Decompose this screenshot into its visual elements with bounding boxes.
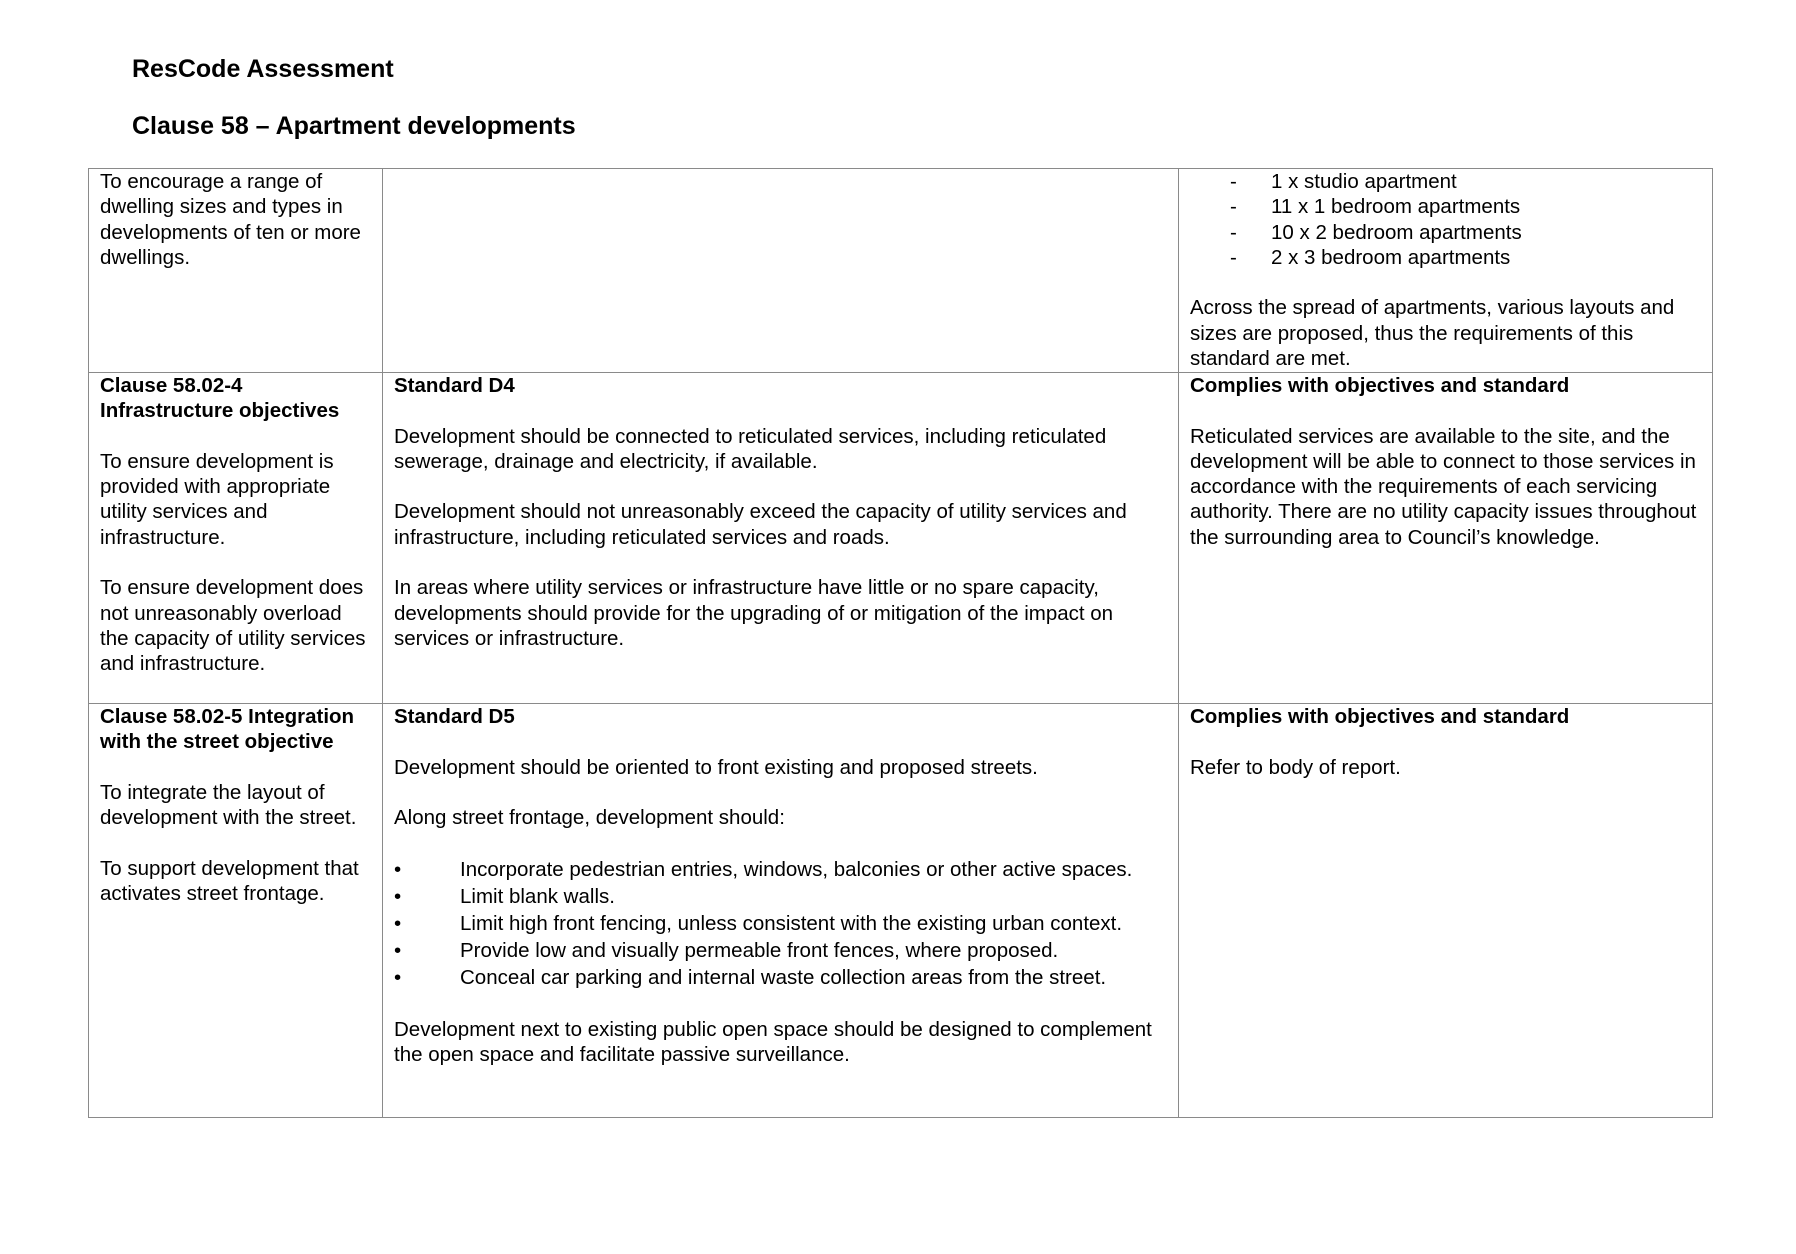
apartment-mix-list: [1190, 169, 1702, 270]
clause-title: Clause 58.02-4 Infrastructure objectives: [100, 374, 340, 423]
standard-text: Along street frontage, development should:: [394, 806, 785, 830]
document-subtitle: Clause 58 – Apartment developments: [132, 112, 576, 140]
assessment-text: Across the spread of apartments, various layouts and sizes are proposed, thus the requirements of this standard are met.: [1190, 296, 1675, 371]
clause-title: Clause 58.02-5 Integration with the street objective: [100, 705, 355, 754]
assessment-cell: [1179, 373, 1713, 704]
standard-text: Development next to existing public open space should be designed to complement the open space and facilitate passive surveillance.: [394, 1017, 1152, 1067]
objective-cell: [89, 704, 383, 1118]
list-item: • Limit blank walls.: [394, 884, 1168, 909]
standard-text: Development should be connected to reticulated services, including reticulated sewerage, drainage and electricity, if available.: [394, 424, 1107, 473]
standard-cell: [383, 373, 1179, 704]
assessment-cell: [1179, 704, 1713, 1118]
list-item: • Limit high front fencing, unless consistent with the existing urban context.: [394, 911, 1168, 936]
assessment-text: Refer to body of report.: [1190, 755, 1401, 779]
objective-cell: [89, 169, 383, 373]
objective-text: To ensure development does not unreasonably overload the capacity of utility services and infrastructure.: [100, 576, 366, 676]
standard-text: Development should be oriented to front existing and proposed streets.: [394, 755, 1038, 779]
objective-text: To ensure development is provided with appropriate utility services and infrastructure.: [100, 449, 334, 549]
list-item: - 1 x studio apartment: [1230, 169, 1702, 194]
standard-title: Standard D4: [394, 374, 515, 397]
objective-text: To encourage a range of dwelling sizes and types in developments of ten or more dwellings.: [100, 170, 361, 269]
standard-cell: [383, 704, 1179, 1118]
list-item: - 10 x 2 bedroom apartments: [1230, 220, 1702, 245]
list-item: - 11 x 1 bedroom apartments: [1230, 194, 1702, 219]
frontage-requirements-list: [394, 857, 1168, 989]
table-row: [89, 373, 1713, 704]
objective-text: To integrate the layout of development with the street.: [100, 780, 357, 830]
assessment-title: Complies with objectives and standard: [1190, 374, 1570, 397]
table-row: [89, 704, 1713, 1118]
list-item: - 2 x 3 bedroom apartments: [1230, 245, 1702, 270]
list-item: • Provide low and visually permeable front fences, where proposed.: [394, 938, 1168, 963]
list-item: • Conceal car parking and internal waste collection areas from the street.: [394, 965, 1168, 990]
list-item: • Incorporate pedestrian entries, windows, balconies or other active spaces.: [394, 857, 1168, 882]
objective-text: To support development that activates street frontage.: [100, 856, 359, 906]
standard-cell: [383, 169, 1179, 373]
assessment-text: Reticulated services are available to the site, and the development will be able to connect to those services in accordance with the requirements of each servicing authority. There are no utility capacity issues throughout the surrounding area to Council’s knowledge.: [1190, 424, 1697, 549]
assessment-title: Complies with objectives and standard: [1190, 705, 1570, 728]
document-title: ResCode Assessment: [132, 55, 394, 83]
standard-title: Standard D5: [394, 705, 515, 728]
objective-cell: [89, 373, 383, 704]
standard-text: Development should not unreasonably exceed the capacity of utility services and infrastructure, including reticulated services and roads.: [394, 500, 1127, 549]
table-row: [89, 169, 1713, 373]
standard-text: In areas where utility services or infrastructure have little or no spare capacity, developments should provide for the upgrading of or mitigation of the impact on services or infrastructure.: [394, 576, 1114, 650]
assessment-table: [88, 168, 1713, 1118]
assessment-cell: [1179, 169, 1713, 373]
